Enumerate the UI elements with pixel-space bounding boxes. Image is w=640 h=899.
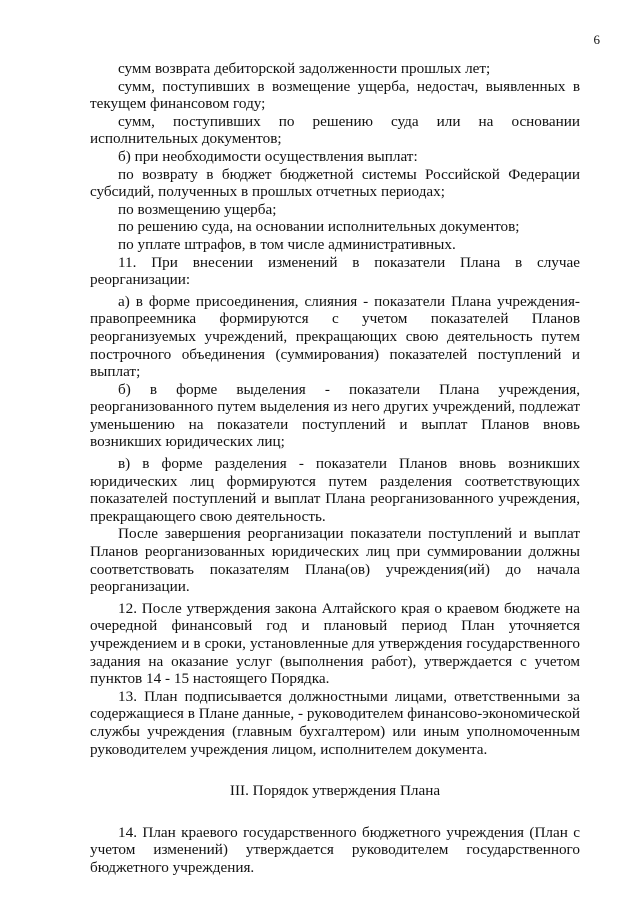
page-number: 6 (593, 32, 600, 47)
paragraph: сумм, поступивших в возмещение ущерба, недостач, выявленных в текущем финансовом году; (90, 77, 580, 113)
paragraph: сумм возврата дебиторской задолженности прошлых лет; (118, 60, 491, 77)
section-heading: III. Порядок утверждения Плана (229, 782, 441, 800)
paragraph: б) в форме выделения - показатели Плана учреждения, реорганизованного путем выделения из него других учреждений, подлежат уменьшению на показатели поступлений и выплат Планов вновь возникших юридических лиц; (90, 380, 580, 451)
document-body (90, 60, 580, 877)
paragraph: 11. При внесении изменений в показатели Плана в случае реорганизации: (90, 253, 580, 289)
paragraph: После завершения реорганизации показатели поступлений и выплат Планов реорганизованных юридических лиц при суммировании должны соответствовать показателям Плана(ов) учреждения(ий) до начала реорганизации. (90, 525, 580, 596)
paragraph: б) при необходимости осуществления выплат: (118, 147, 418, 165)
paragraph: 12. После утверждения закона Алтайского края о краевом бюджете на очередной финансовый год и плановый период План уточняется учреждением и в сроки, установленные для утверждения государственного задания на оказание услуг (выполнения работ), утверждается с учетом пунктов 14 - 15 настоящего Порядка. (90, 599, 580, 688)
paragraph: сумм, поступивших по решению суда или на основании исполнительных документов; (90, 112, 580, 148)
paragraph: 14. План краевого государственного бюджетного учреждения (План с учетом изменений) утверждается руководителем государственного бюджетного учреждения. (90, 823, 580, 876)
paragraph: по решению суда, на основании исполнительных документов; (118, 218, 520, 236)
paragraph: а) в форме присоединения, слияния - показатели Плана учреждения-правопреемника формируются с учетом показателей Планов реорганизуемых учреждений, прекращающих свою деятельность путем построчного объединения (суммирования) показателей поступлений и выплат; (90, 292, 580, 381)
paragraph: в) в форме разделения - показатели Планов вновь возникших юридических лиц формируются путем разделения соответствующих показателей поступлений и выплат Плана реорганизованного учреждения, прекращающего свою деятельность. (90, 455, 580, 525)
paragraph: по уплате штрафов, в том числе административных. (118, 235, 456, 253)
paragraph: 13. План подписывается должностными лицами, ответственными за содержащиеся в Плане данные, - руководителем финансово-экономической службы учреждения (главным бухгалтером) или иным уполномоченным руководителем учреждения лицом, исполнителем документа. (90, 687, 580, 758)
paragraph: по возврату в бюджет бюджетной системы Российской Федерации субсидий, полученных в прошлых отчетных периодах; (90, 165, 580, 201)
paragraph: по возмещению ущерба; (118, 200, 277, 218)
